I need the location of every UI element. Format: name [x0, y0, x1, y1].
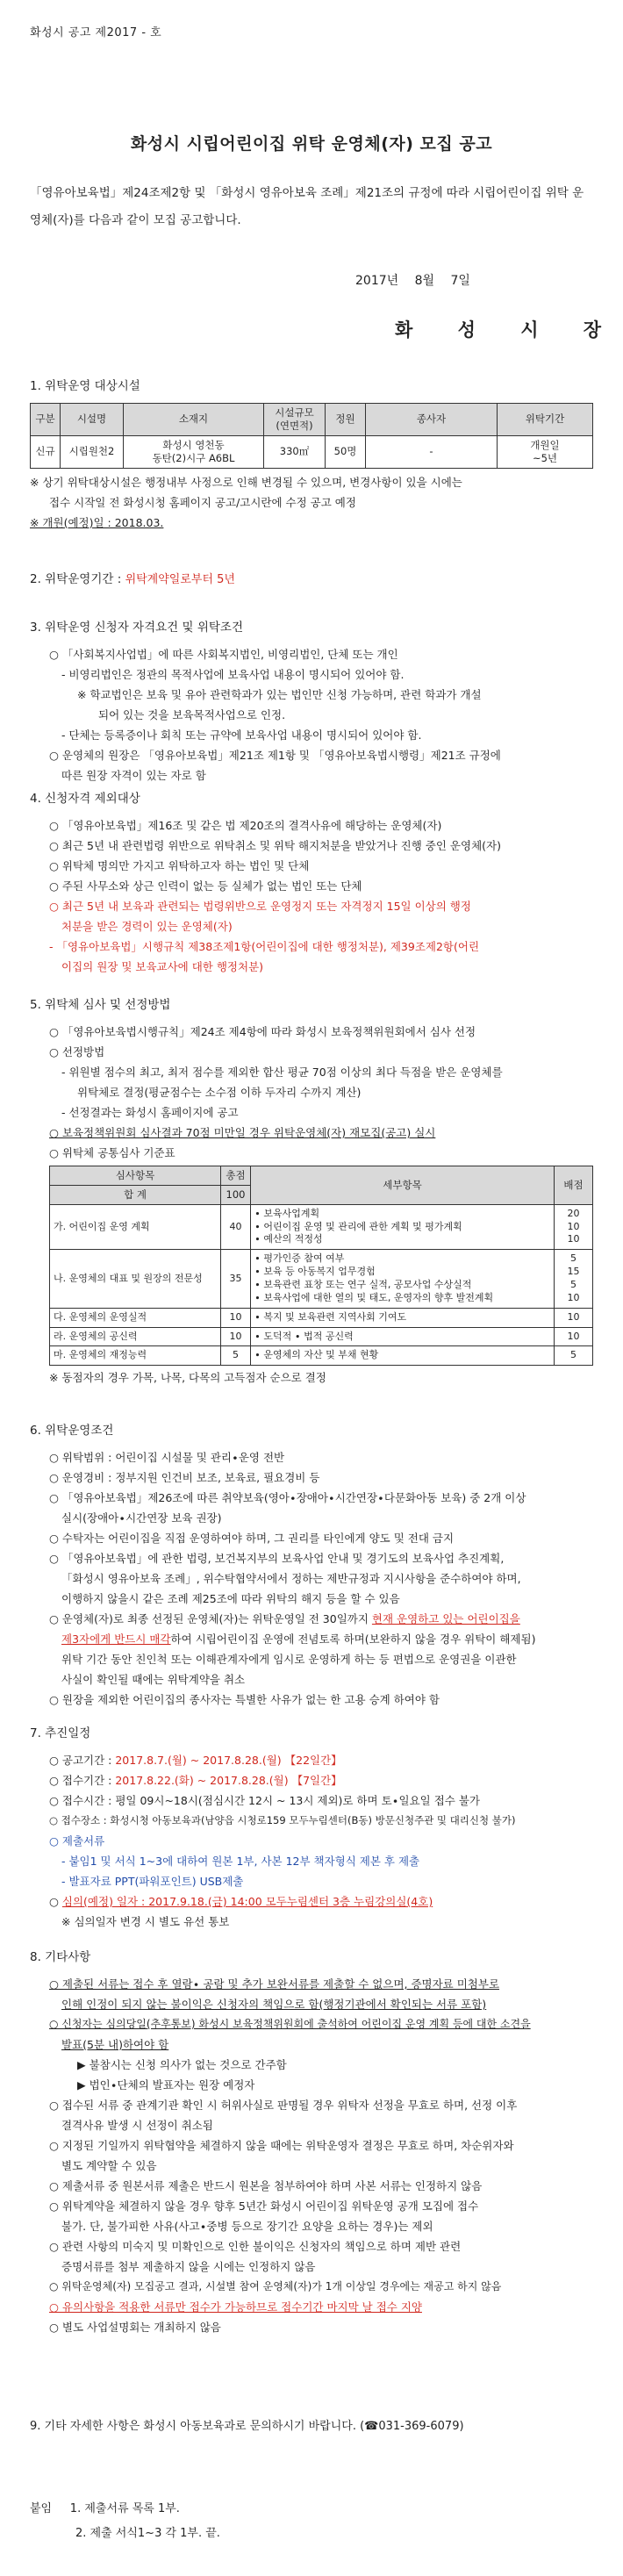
list-item: [30, 1770, 593, 1790]
list-item: 결격사유 발생 시 선정이 취소됨: [61, 2118, 213, 2132]
section-misc: [30, 1948, 593, 2337]
list-item: ○ 위탁운영체(자) 모집공고 결과, 시설별 참여 운영체(자)가 1개 이상일 경우에는 재공고 하지 않음: [49, 2279, 502, 2293]
list-item: 증명서류를 첨부 제출하지 않을 시에는 인정하지 않음: [61, 2259, 316, 2273]
list-item: 되어 있는 것을 보육목적사업으로 인정.: [98, 707, 286, 721]
table-cell: -: [366, 435, 498, 468]
list-item: ○ 제출서류: [49, 1833, 105, 1848]
list-item-text: ○ 공고기간 :: [49, 1753, 116, 1767]
section-title: 8. 기타사항: [30, 1950, 91, 1964]
highlight-text: 2017.8.22.(화) ~ 2017.8.28.(월) 【7일간】: [115, 1773, 342, 1787]
list-item: ※ 학교법인은 보육 및 유아 관련학과가 있는 법인만 신청 가능하며, 관련 학과가 개설: [77, 687, 482, 701]
table-cell: ∙ 어린이집 운영 및 관리에 관한 계획 및 평가계획: [254, 1220, 462, 1232]
table-cell: 5: [570, 1252, 576, 1265]
table-header: 합 계: [50, 1185, 221, 1204]
notice-date: 2017년 8월 7일: [355, 274, 470, 288]
table-cell: ∙ 도덕적 ∙ 법적 공신력: [251, 1327, 555, 1346]
attachment-item: 2. 제출 서식1~3 각 1부. 끝.: [75, 2527, 220, 2540]
section-title: 2. 위탁운영기간 :: [30, 572, 125, 586]
notice-number: 화성시 공고 제2017 - 호: [30, 26, 162, 39]
list-item: ○ 운영체의 원장은 「영유아보육법」제21조 제1항 및 「영유아보육법시행령」제21조 규정에: [49, 748, 501, 762]
criteria-table: [49, 1166, 593, 1366]
section-title: 6. 위탁운영조건: [30, 1424, 114, 1438]
period-value: 위탁계약일로부터 5년: [125, 573, 235, 586]
list-item: ○ 별도 사업설명회는 개최하지 않음: [49, 2320, 221, 2334]
list-item: ○ 관련 사항의 미숙지 및 미확인으로 인한 불이익은 신청자의 책임으로 하며 제반 관련: [49, 2239, 462, 2253]
table-cell: 10: [221, 1308, 251, 1327]
table-cell: ∙ 보육사업에 대한 열의 및 태도, 운영자의 향후 발전계획: [254, 1291, 494, 1303]
note: 접수 시작일 전 화성시청 홈페이지 공고/고시란에 수정 공고 예정: [49, 495, 356, 509]
section-title: 4. 신청자격 제외대상: [30, 792, 140, 806]
list-item: [30, 1629, 593, 1649]
table-cell: 20: [567, 1207, 580, 1219]
section-period: [30, 570, 593, 589]
list-item: 발표(5분 내)하여야 함: [61, 2037, 169, 2051]
list-item: ○ 최근 5년 내 보육과 관련되는 법령위반으로 운영정지 또는 자격정지 15일 이상의 행정: [49, 899, 471, 913]
list-item: ○ 접수장소 : 화성시청 아동보육과(남양읍 시청로159 모두누림센터(B동) 방문신청주관 및 대리신청 불가): [49, 1813, 516, 1826]
table-cell: 나. 운영체의 대표 및 원장의 전문성: [50, 1250, 221, 1308]
list-item: ○ 「영유아보육법」제26조에 따른 취약보육(영아∙장애아∙시간연장∙다문화아동 보육) 중 2개 이상: [49, 1490, 526, 1504]
section-schedule: [30, 1725, 593, 1932]
highlight-text: 심의(예정) 일자 : 2017.9.18.(금) 14:00 모두누림센터 3층 누림강의실(4호): [61, 1894, 433, 1908]
list-item: [30, 1750, 593, 1770]
list-item: 위탁 기간 동안 친인척 또는 이해관계자에게 임시로 운영하게 하는 등 편법으로 운영권을 이관한: [61, 1652, 517, 1666]
table-cell: 화성시 영천동 동탄(2)시구 A6BL: [124, 435, 264, 468]
list-item: 이행하지 않을시 같은 조례 제25조에 따라 위탁의 해지 등을 할 수 있음: [61, 1591, 400, 1605]
section-conditions: [30, 1422, 593, 1710]
table-cell: 50명: [326, 435, 366, 468]
table-header: 100: [221, 1185, 251, 1204]
list-item: ○ 위탁체 명의만 가지고 위탁하고자 하는 법인 및 단체: [49, 858, 310, 872]
attachments: [30, 2497, 220, 2546]
note: ※ 상기 위탁대상시설은 행정내부 사정으로 인해 변경될 수 있으며, 변경사항이 있을 시에는: [30, 475, 462, 489]
table-cell: 10: [555, 1308, 593, 1327]
list-item: 인해 인정이 되지 않는 불이익은 신청자의 책임으로 함(행정기관에서 확인되는 서류 포함): [61, 1997, 487, 2011]
list-item: [30, 1609, 593, 1629]
section-exclusion: [30, 790, 593, 977]
table-cell: ∙ 운영체의 자산 및 부채 현황: [251, 1346, 555, 1366]
table-header: 시설규모 (연면적): [264, 403, 326, 435]
table-cell: ∙ 예산의 적정성: [254, 1233, 323, 1245]
list-item: - 비영리법인은 정관의 목적사업에 보육사업 내용이 명시되어 있어야 함.: [61, 667, 405, 681]
note-open-date: ※ 개원(예정)일 : 2018.03.: [30, 515, 164, 529]
table-cell: 신규: [31, 435, 61, 468]
section-selection: [30, 996, 593, 1388]
list-item: 불가. 단, 불가피한 사유(사고∙중병 등으로 장기간 요양을 요하는 경우)는 제외: [61, 2219, 433, 2233]
list-item: ○ 접수시간 : 평일 09시~18시(점심시간 12시 ~ 13시 제외)로 하며 토∙일요일 접수 불가: [49, 1793, 480, 1807]
highlight-text: 현재 운영하고 있는 어린이집을: [371, 1611, 520, 1625]
table-cell: 시립원천2: [61, 435, 124, 468]
section-contact: 9. 기타 자세한 사항은 화성시 아동보육과로 문의하시기 바랍니다. (☎031-369-6079): [30, 2420, 464, 2433]
table-cell: 330㎡: [264, 435, 326, 468]
list-item-text: ○: [49, 1894, 62, 1908]
list-item: ○ 접수된 서류 중 관계기관 확인 시 허위사실로 판명될 경우 위탁자 선정을 무효로 하며, 선정 이후: [49, 2098, 518, 2112]
highlight-text: 제3자에게 반드시 매각: [61, 1632, 171, 1646]
table-cell: 10: [555, 1327, 593, 1346]
list-item: - 발표자료 PPT(파워포인트) USB제출: [61, 1874, 244, 1888]
list-item: ○ 최근 5년 내 관련법령 위반으로 위탁취소 및 위탁 해지처분을 받았거나 진행 중인 운영체(자): [49, 838, 501, 852]
table-cell: 35: [221, 1250, 251, 1308]
table-header: 위탁기간: [498, 403, 593, 435]
section-title: 1. 위탁운영 대상시설: [30, 379, 140, 393]
table-cell: 개원일 ~5년: [498, 435, 593, 468]
section-title: 5. 위탁체 심사 및 선정방법: [30, 998, 171, 1012]
table-cell: 10: [567, 1233, 580, 1245]
list-item: - 선정결과는 화성시 홈페이지에 공고: [61, 1105, 239, 1119]
list-item: ▶ 법인∙단체의 발표자는 원장 예정자: [77, 2077, 255, 2092]
list-item: ○ 「영유아보육법」에 관한 법령, 보건복지부의 보육사업 안내 및 경기도의 보육사업 추진계획,: [49, 1551, 505, 1565]
list-item: 별도 계약할 수 있음: [61, 2158, 157, 2172]
table-header: 배점: [555, 1166, 593, 1204]
table-header: 시설명: [61, 403, 124, 435]
list-item: 「화성시 영유아보육 조례」, 위수탁협약서에서 정하는 제반규정과 지시사항을 준수하여야 하며,: [61, 1571, 521, 1585]
table-header: 종사자: [366, 403, 498, 435]
list-item: ○ 수탁자는 어린이집을 직접 운영하여야 하며, 그 권리를 타인에게 양도 및 전대 금지: [49, 1531, 455, 1545]
table-cell: 라. 운영체의 공신력: [50, 1327, 221, 1346]
table-cell: ∙ 보육사업계획: [254, 1207, 320, 1219]
table-cell: 10: [221, 1327, 251, 1346]
list-item: ○ 지정된 기일까지 위탁협약을 체결하지 않을 때에는 위탁운영자 결정은 무효로 하며, 차순위자와: [49, 2138, 514, 2152]
list-item: ○ 원장을 제외한 어린이집의 종사자는 특별한 사유가 없는 한 고용 승계 하여야 함: [49, 1692, 440, 1706]
list-item: ○ 위탁계약을 체결하지 않을 경우 향후 5년간 화성시 어린이집 위탁운영 공개 모집에 접수: [49, 2199, 479, 2213]
table-cell: ∙ 복지 및 보육관련 지역사회 기여도: [251, 1308, 555, 1327]
issuer-name: 화 성 시 장: [395, 319, 621, 341]
table-cell: 5: [555, 1346, 593, 1366]
list-item: 실시(장애아∙시간연장 보육 권장): [61, 1510, 222, 1525]
attachment-item: 1. 제출서류 목록 1부.: [69, 2502, 180, 2515]
table-header: 소재지: [124, 403, 264, 435]
list-item-text: ○ 운영체(자)로 최종 선정된 운영체(자)는 위탁운영일 전 30일까지: [49, 1611, 372, 1625]
table-cell: 15: [567, 1266, 580, 1278]
table-cell: 다. 운영체의 운영실적: [50, 1308, 221, 1327]
table-header: 심사항목: [50, 1166, 221, 1185]
list-item: 따른 원장 자격이 있는 자로 함: [61, 768, 206, 782]
list-item: ○ 위탁범위 : 어린이집 시설물 및 관리∙운영 전반: [49, 1450, 285, 1464]
list-item: - 위원별 점수의 최고, 최저 점수를 제외한 합산 평균 70점 이상의 최다 득점을 받은 운영체를: [61, 1065, 503, 1079]
list-item: ○ 유의사항을 적용한 서류만 접수가 가능하므로 접수기간 마지막 날 접수 지양: [49, 2300, 422, 2314]
table-header: 정원: [326, 403, 366, 435]
list-item: ○ 보육정책위원회 심사결과 70점 미만일 경우 위탁운영체(자) 재모집(공고) 실시: [49, 1125, 436, 1139]
list-item: - 붙임1 및 서식 1~3에 대하여 원본 1부, 사본 12부 책자형식 제본 후 제출: [61, 1854, 420, 1868]
table-cell: 10: [567, 1291, 580, 1303]
table-cell: 10: [567, 1220, 580, 1232]
table-header: 세부항목: [251, 1166, 555, 1204]
intro-paragraph: 「영유아보육법」제24조제2항 및 「화성시 영유아보육 조례」제21조의 규정에 따라 시립어린이집 위탁 운영체(자)를 다음과 같이 모집 공고합니다.: [30, 186, 584, 227]
list-item: ○ 제출서류 중 원본서류 제출은 반드시 원본을 첨부하여야 하며 사본 서류는 인정하지 않음: [49, 2178, 483, 2192]
list-item: ○ 「사회복지사업법」에 따른 사회복지법인, 비영리법인, 단체 또는 개인: [49, 647, 398, 661]
facility-table: [30, 403, 593, 469]
page-title: 화성시 시립어린이집 위탁 운영체(자) 모집 공고: [130, 134, 493, 154]
list-item: ○ 「영유아보육법시행규칙」제24조 제4항에 따라 화성시 보육정책위원회에서 심사 선정: [49, 1024, 476, 1038]
list-item: ○ 선정방법: [49, 1044, 105, 1058]
table-header: 총점: [221, 1166, 251, 1185]
section-qualification: [30, 619, 593, 786]
section-title: 3. 위탁운영 신청자 자격요건 및 위탁조건: [30, 621, 243, 635]
list-item: ○ 신청자는 심의당일(추후통보) 화성시 보육정책위원회에 출석하여 어린이집 운영 계획 등에 대한 소견을: [49, 2017, 531, 2030]
note: ※ 동점자의 경우 가목, 나목, 다목의 고득점자 순으로 결정: [49, 1371, 326, 1385]
list-item: 사실이 확인될 때에는 위탁계약을 취소: [61, 1672, 246, 1686]
list-item: 처분을 받은 경력이 있는 운영체(자): [61, 919, 233, 933]
table-cell: 40: [221, 1204, 251, 1250]
list-item: ○ 주된 사무소와 상근 인력이 없는 등 실체가 없는 법인 또는 단체: [49, 879, 362, 893]
list-item: ▶ 불참시는 신청 의사가 없는 것으로 간주함: [77, 2057, 287, 2071]
table-cell: ∙ 보육관련 표창 또는 연구 실적, 공모사업 수상실적: [254, 1279, 472, 1291]
table-cell: 마. 운영체의 재정능력: [50, 1346, 221, 1366]
list-item: 이집의 원장 및 보육교사에 대한 행정처분): [61, 959, 264, 973]
table-cell: 5: [221, 1346, 251, 1366]
list-item: ○ 위탁체 공통심사 기준표: [49, 1145, 175, 1159]
table-cell: ∙ 보육 등 아동복지 업무경험: [254, 1266, 376, 1278]
list-item: ○ 「영유아보육법」제16조 및 같은 법 제20조의 결격사유에 해당하는 운영체(자): [49, 818, 442, 832]
table-cell: 5: [570, 1279, 576, 1291]
table-header: 구분: [31, 403, 61, 435]
list-item: ○ 제출된 서류는 접수 후 열람∙ 공람 및 추가 보완서류를 제출할 수 없으며, 증명자료 미첨부로: [49, 1977, 500, 1991]
table-cell: 가. 어린이집 운영 계획: [50, 1204, 221, 1250]
list-item: - 「영유아보육법」시행규칙 제38조제1항(어린이집에 대한 행정처분), 제39조제2항(어린: [49, 939, 480, 953]
list-item: - 단체는 등록증이나 회칙 또는 규약에 보육사업 내용이 명시되어 있어야 함.: [61, 728, 422, 742]
list-item: 위탁체로 결정(평균점수는 소수점 이하 두자리 수까지 계산): [77, 1085, 362, 1099]
section-target-facility: [30, 377, 593, 533]
list-item-text: 하여 시립어린이집 운영에 전념토록 하며(보완하지 않을 경우 위탁이 해제됨): [170, 1632, 536, 1646]
highlight-text: 2017.8.7.(월) ~ 2017.8.28.(월) 【22일간】: [115, 1753, 342, 1767]
section-title: 7. 추진일정: [30, 1726, 91, 1740]
list-item: ○ 운영경비 : 정부지원 인건비 보조, 보육료, 필요경비 등: [49, 1470, 320, 1484]
attachment-label: 붙임: [30, 2502, 53, 2515]
table-cell: ∙ 평가인증 참여 여부: [254, 1252, 345, 1265]
list-item-text: ○ 접수기간 :: [49, 1773, 116, 1787]
note: ※ 심의일자 변경 시 별도 유선 통보: [61, 1914, 230, 1928]
list-item: [30, 1891, 593, 1912]
